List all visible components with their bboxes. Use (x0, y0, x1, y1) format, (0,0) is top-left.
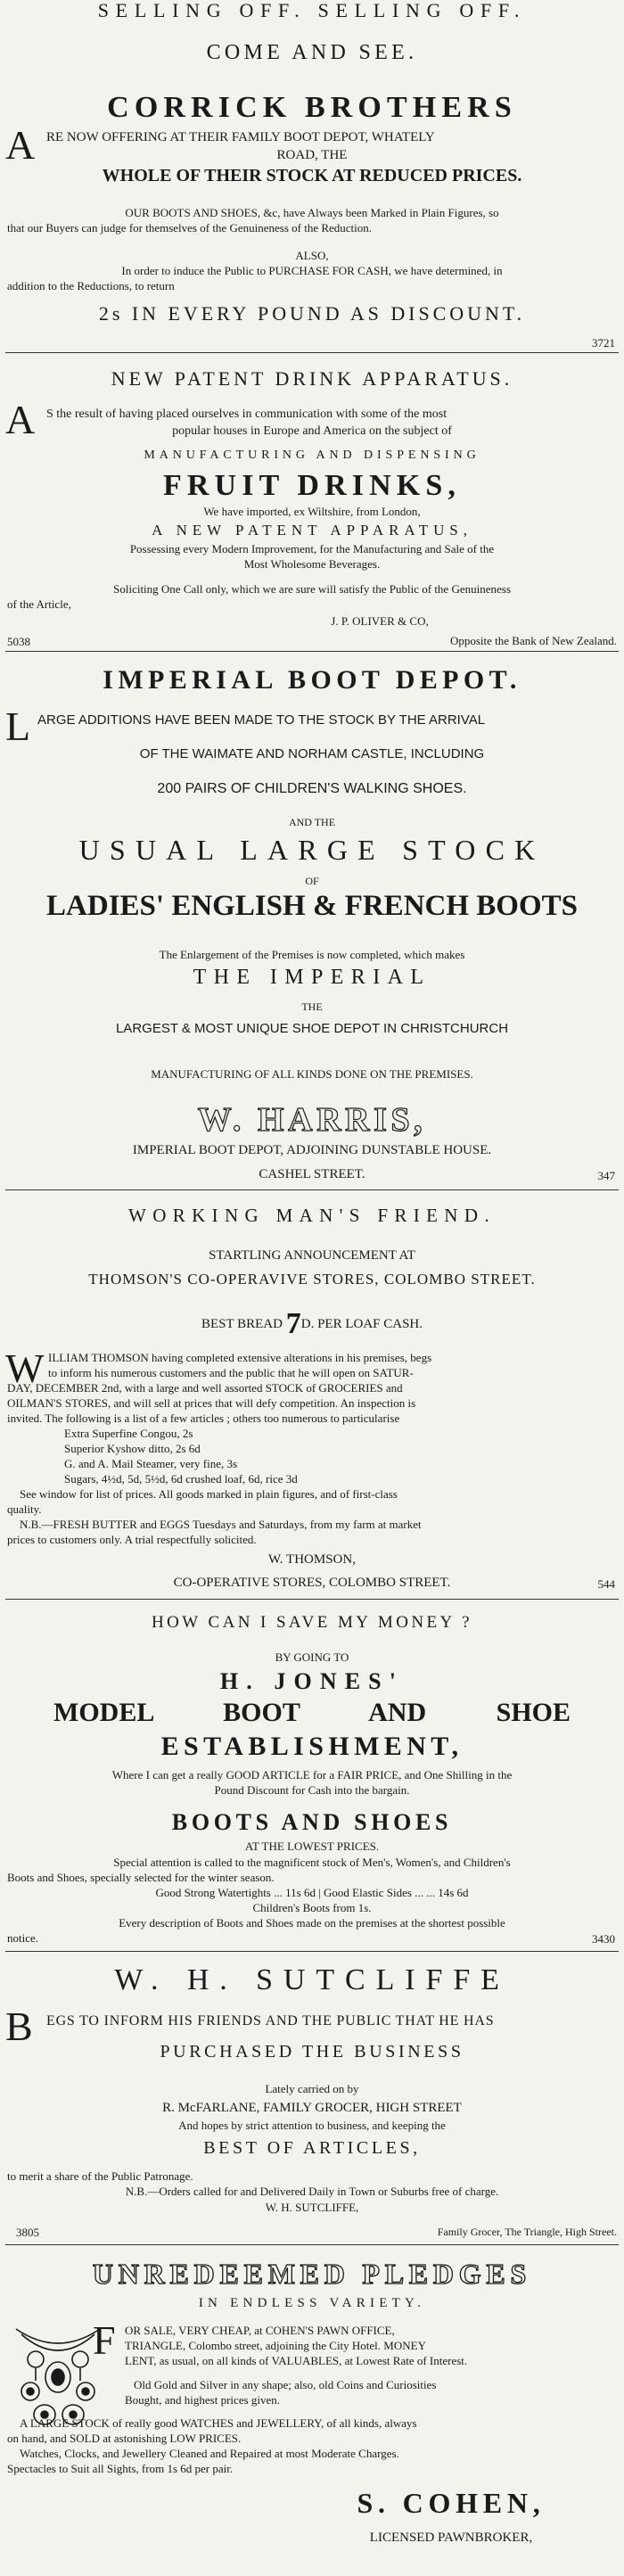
by-going-to-label: BY GOING TO (275, 1651, 349, 1664)
reduced-prices-line: WHOLE OF THEIR STOCK AT REDUCED PRICES. (102, 166, 522, 185)
best-of-articles-heading: BEST OF ARTICLES, (203, 2138, 421, 2158)
see-window-line: See window for list of prices. All goods marked in plain figures, and of first-class (20, 1488, 398, 1501)
boots-and-shoes-heading: BOOTS AND SHOES (171, 1810, 453, 1835)
waimate-norham-line: OF THE WAIMATE AND NORHAM CASTLE, INCLUDING (139, 747, 485, 761)
enlargement-line: The Enlargement of the Premises is now completed, which makes (159, 949, 465, 961)
model-boot-shoe-heading: MODEL BOOT AND SHOE (53, 1698, 571, 1727)
ad-reference-number: 544 (597, 1577, 615, 1591)
the-imperial-heading: THE IMPERIAL (193, 966, 431, 989)
fruit-drinks-heading: FRUIT DRINKS, (163, 469, 461, 502)
butter-eggs-line-2: prices to customers only. A trial respectfully solicited. (7, 1534, 257, 1546)
thomsons-stores-line: THOMSON'S CO-OPERAVIVE STORES, COLOMBO STREET. (88, 1272, 536, 1288)
communication-line: S the result of having placed ourselves in communication with some of the most (46, 407, 447, 421)
for-sale-line: OR SALE, VERY CHEAP, at COHEN'S PAWN OFFICE, (125, 2325, 395, 2337)
low-prices-line: on hand, and SOLD at astonishing LOW PRICES. (7, 2432, 242, 2445)
childrens-walking-shoes-line: 200 PAIRS OF CHILDREN'S WALKING SHOES. (157, 781, 467, 796)
drop-cap-a: A (5, 397, 36, 442)
childrens-boots-line: Children's Boots from 1s. (252, 1902, 372, 1914)
divider (5, 651, 619, 652)
the-label: THE (301, 1001, 323, 1013)
soliciting-line-2: of the Article, (7, 598, 71, 611)
largest-depot-line: LARGEST & MOST UNIQUE SHOE DEPOT IN CHRISTCHURCH (115, 1022, 509, 1036)
ladies-boots-heading: LADIES' ENGLISH & FRENCH BOOTS (46, 890, 578, 922)
bread-price-numeral: 7 (285, 1307, 301, 1340)
lately-carried-line: Lately carried on by (265, 2083, 359, 2095)
money-lent-line: LENT, as usual, on all kinds of VALUABLES, at Lowest Rate of Interest. (125, 2355, 468, 2367)
purchased-business-line: PURCHASED THE BUSINESS (160, 2042, 464, 2062)
ad-reference-number: 3721 (592, 336, 615, 350)
working-mans-friend-title: WORKING MAN'S FRIEND. (128, 1206, 496, 1226)
usual-large-stock-heading: USUAL LARGE STOCK (78, 835, 546, 866)
price-row: Good Strong Watertights ... 11s 6d | Good Elastic Sides ... ... 14s 6d (155, 1887, 469, 1899)
bought-line: Bought, and highest prices given. (125, 2394, 281, 2407)
thomson-paragraph-line-4: OILMAN'S STORES, and will sell at prices that will defy competition. An inspection is (7, 1397, 416, 1410)
per-loaf-label: D. PER LOAF CASH. (300, 1317, 423, 1331)
drop-cap-f: F (93, 2317, 116, 2363)
soliciting-line-1: Soliciting One Call only, which we are sure will satisfy the Public of the Genuineness (113, 583, 511, 596)
lowest-prices-line: AT THE LOWEST PRICES. (244, 1840, 380, 1853)
purchase-for-cash-line-1: In order to induce the Public to PURCHASE FOR CASH, we have determined, in (121, 265, 503, 277)
divider (5, 352, 619, 353)
unredeemed-pledges-title: UNREDEEMED PLEDGES (92, 2259, 532, 2290)
thomson-address: CO-OPERATIVE STORES, COLOMBO STREET. (173, 1576, 451, 1590)
plain-figures-line-2: that our Buyers can judge for themselves of the Genuineness of the Reduction. (7, 222, 373, 235)
public-patronage-line: to merit a share of the Public Patronage. (7, 2170, 193, 2183)
come-and-see-heading: COME AND SEE. (206, 41, 418, 64)
thomson-paragraph-line-1: ILLIAM THOMSON having completed extensive alterations in his premises, begs (48, 1352, 432, 1364)
imperial-boot-depot-title: IMPERIAL BOOT DEPOT. (103, 665, 521, 695)
establishment-heading: ESTABLISHMENT, (160, 1732, 464, 1761)
corrick-brothers-title: CORRICK BROTHERS (107, 91, 517, 124)
every-description-line-2: notice. (7, 1932, 39, 1945)
cashel-street-line: CASHEL STREET. (259, 1167, 365, 1181)
road-the-line: ROAD, THE (276, 148, 348, 162)
sutcliffe-title: W. H. SUTCLIFFE (114, 1963, 510, 1996)
drop-cap-w: W (5, 1346, 45, 1391)
drop-cap-a: A (5, 122, 36, 168)
best-bread-label: BEST BREAD (201, 1317, 283, 1331)
thomson-signature: W. THOMSON, (268, 1552, 356, 1567)
good-article-line-1: Where I can get a really GOOD ARTICLE for a FAIR PRICE, and One Shilling in the (111, 1769, 513, 1782)
popular-houses-line: popular houses in Europe and America on the subject of (172, 424, 452, 438)
imperial-depot-address: IMPERIAL BOOT DEPOT, ADJOINING DUNSTABLE HOUSE. (132, 1143, 492, 1157)
old-gold-line: Old Gold and Silver in any shape; also, old Coins and Curiosities (134, 2379, 437, 2391)
additions-line: ARGE ADDITIONS HAVE BEEN MADE TO THE STOCK BY THE ARRIVAL (37, 713, 486, 728)
butter-eggs-line-1: N.B.—FRESH BUTTER and EGGS Tuesdays and Saturdays, from my farm at market (20, 1518, 422, 1531)
price-list-item: Extra Superfine Congou, 2s (64, 1428, 193, 1440)
licensed-pawnbroker-line: LICENSED PAWNBROKER, (369, 2531, 533, 2545)
modern-improvement-line: Possessing every Modern Improvement, for the Manufacturing and Sale of the (129, 543, 495, 556)
divider (5, 1599, 619, 1600)
inform-friends-line: EGS TO INFORM HIS FRIENDS AND THE PUBLIC THAT HE HAS (46, 2013, 495, 2029)
plain-figures-line-1: OUR BOOTS AND SHOES, &c, have Always been Marked in Plain Figures, so (125, 207, 499, 219)
watches-stock-line: A LARGE STOCK of really good WATCHES and JEWELLERY, of all kinds, always (20, 2417, 417, 2430)
drop-cap-l: L (5, 704, 31, 749)
thomson-paragraph-line-5: invited. The following is a list of a few articles ; others too numerous to particularise (7, 1412, 400, 1425)
thomson-paragraph-line-2: to inform his numerous customers and the public that he will open on SATUR- (48, 1367, 414, 1379)
thomson-paragraph-line-3: DAY, DECEMBER 2nd, with a large and well assorted STOCK of GROCERIES and (7, 1382, 403, 1395)
spectacles-line: Spectacles to Suit all Sights, from 1s 6d per pair. (7, 2463, 234, 2475)
price-list-item: G. and A. Mail Steamer, very fine, 3s (64, 1458, 238, 1470)
new-patent-apparatus-line: A NEW PATENT APPARATUS, (152, 523, 472, 539)
patent-drink-title: NEW PATENT DRINK APPARATUS. (111, 368, 513, 390)
save-money-title: HOW CAN I SAVE MY MONEY ? (152, 1614, 472, 1632)
imported-line: We have imported, ex Wiltshire, from London, (203, 506, 421, 518)
startling-line: STARTLING ANNOUNCEMENT AT (209, 1248, 415, 1263)
good-article-line-2: Pound Discount for Cash into the bargain. (214, 1784, 410, 1797)
purchase-for-cash-line-2: addition to the Reductions, to return (7, 280, 175, 292)
discount-line: 2s IN EVERY POUND AS DISCOUNT. (98, 303, 526, 325)
selling-off-header: SELLING OFF. SELLING OFF. (97, 0, 527, 21)
and-the-label: AND THE (288, 817, 336, 828)
s-cohen-signature: S. COHEN, (357, 2488, 546, 2519)
also-label: ALSO, (295, 250, 329, 262)
divider (5, 2244, 619, 2245)
oliver-address: Opposite the Bank of New Zealand. (449, 635, 617, 647)
triangle-line: TRIANGLE, Colombo street, adjoining the City Hotel. MONEY (125, 2340, 426, 2352)
divider (5, 1951, 619, 1952)
drop-cap-b: B (5, 2004, 33, 2049)
ad-reference-number: 5038 (7, 635, 30, 648)
w-harris-name: W. HARRIS, (197, 1102, 427, 1139)
oliver-signature: J. P. OLIVER & CO, (331, 615, 429, 628)
h-jones-name: H. JONES' (219, 1669, 405, 1694)
sutcliffe-address: Family Grocer, The Triangle, High Street. (437, 2226, 617, 2238)
cleaned-repaired-line: Watches, Clocks, and Jewellery Cleaned and Repaired at most Moderate Charges. (20, 2448, 399, 2460)
offering-line: RE NOW OFFERING AT THEIR FAMILY BOOT DEPOT, WHATELY (46, 130, 435, 144)
ad-reference-number: 3805 (16, 2226, 39, 2239)
manufacturing-premises-line: MANUFACTURING OF ALL KINDS DONE ON THE PREMISES. (151, 1068, 473, 1081)
orders-delivered-line: N.B.—Orders called for and Delivered Daily in Town or Suburbs free of charge. (125, 2185, 499, 2198)
strict-attention-line: And hopes by strict attention to business, and keeping the (178, 2119, 446, 2132)
divider (5, 1189, 619, 1190)
ad-reference-number: 3430 (592, 1932, 615, 1946)
endless-variety-subtitle: IN ENDLESS VARIETY. (198, 2296, 426, 2310)
quality-line: quality. (7, 1503, 42, 1516)
wholesome-beverages-line: Most Wholesome Beverages. (243, 558, 381, 571)
sutcliffe-signature: W. H. SUTCLIFFE, (265, 2202, 359, 2214)
price-list-item: Sugars, 4½d, 5d, 5½d, 6d crushed loaf, 6d, rice 3d (64, 1473, 298, 1486)
manufacturing-line: MANUFACTURING AND DISPENSING (144, 449, 480, 462)
price-list-item: Superior Kyshow ditto, 2s 6d (64, 1443, 201, 1455)
best-bread-line (7, 1307, 617, 1340)
special-attention-line-1: Special attention is called to the magnificent stock of Men's, Women's, and Children's (113, 1856, 511, 1869)
special-attention-line-2: Boots and Shoes, specially selected for the winter season. (7, 1872, 275, 1884)
ad-reference-number: 347 (597, 1169, 615, 1182)
every-description-line-1: Every description of Boots and Shoes made on the premises at the shortest possible (119, 1917, 505, 1930)
corrick-brothers-ad (0, 0, 624, 350)
mcfarlane-line: R. McFARLANE, FAMILY GROCER, HIGH STREET (162, 2101, 462, 2115)
of-label: OF (305, 876, 319, 887)
